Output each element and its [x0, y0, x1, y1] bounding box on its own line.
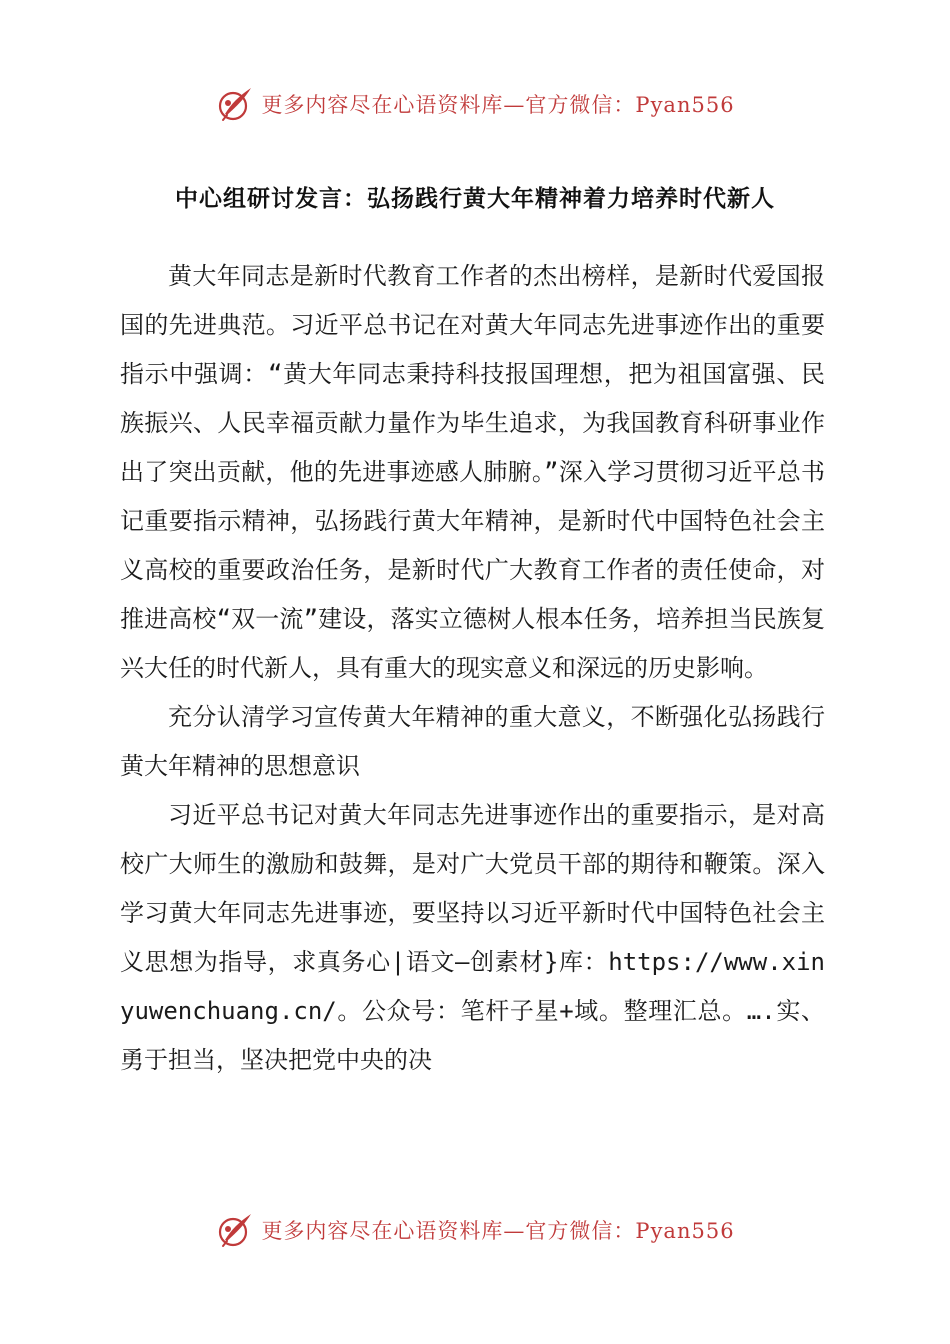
document-body: [120, 252, 825, 1085]
document-title: 中心组研讨发言：弘扬践行黄大年精神着力培养时代新人: [175, 186, 775, 212]
paragraph: 习近平总书记对黄大年同志先进事迹作出的重要指示，是对高校广大师生的激励和鼓舞，是对广大党员干部的期待和鞭策。深入学习黄大年同志先进事迹，要坚持以习近平新时代中国特色社会主义思想为指导，求真务心|语文—创素材}库：https://www.xinyuwenchuang.cn/。公众号：笔杆子星+域。整理汇总。….实、勇于担当，坚决把党中央的决: [120, 801, 825, 1074]
quill-pen-logo-icon: [215, 84, 255, 124]
paragraph: 黄大年同志是新时代教育工作者的杰出榜样，是新时代爱国报国的先进典范。习近平总书记在对黄大年同志先进事迹作出的重要指示中强调：“黄大年同志秉持科技报国理想，把为祖国富强、民族振兴、人民幸福贡献力量作为毕生追求，为我国教育科研事业作出了突出贡献，他的先进事迹感人肺腑。”深入学习贯彻习近平总书记重要指示精神，弘扬践行黄大年精神，是新时代中国特色社会主义高校的重要政治任务，是新时代广大教育工作者的责任使命，对推进高校“双一流”建设，落实立德树人根本任务，培养担当民族复兴大任的时代新人，具有重大的现实意义和深远的历史影响。: [120, 262, 825, 682]
footer-banner-text: 更多内容尽在心语资料库—官方微信：Pyan556: [261, 1219, 735, 1243]
header-banner-text: 更多内容尽在心语资料库—官方微信：Pyan556: [261, 93, 735, 117]
quill-pen-logo-icon: [215, 1210, 255, 1250]
footer-banner: [0, 1208, 950, 1252]
paragraph: 充分认清学习宣传黄大年精神的重大意义，不断强化弘扬践行黄大年精神的思想意识: [120, 703, 825, 780]
header-banner: [0, 82, 950, 126]
